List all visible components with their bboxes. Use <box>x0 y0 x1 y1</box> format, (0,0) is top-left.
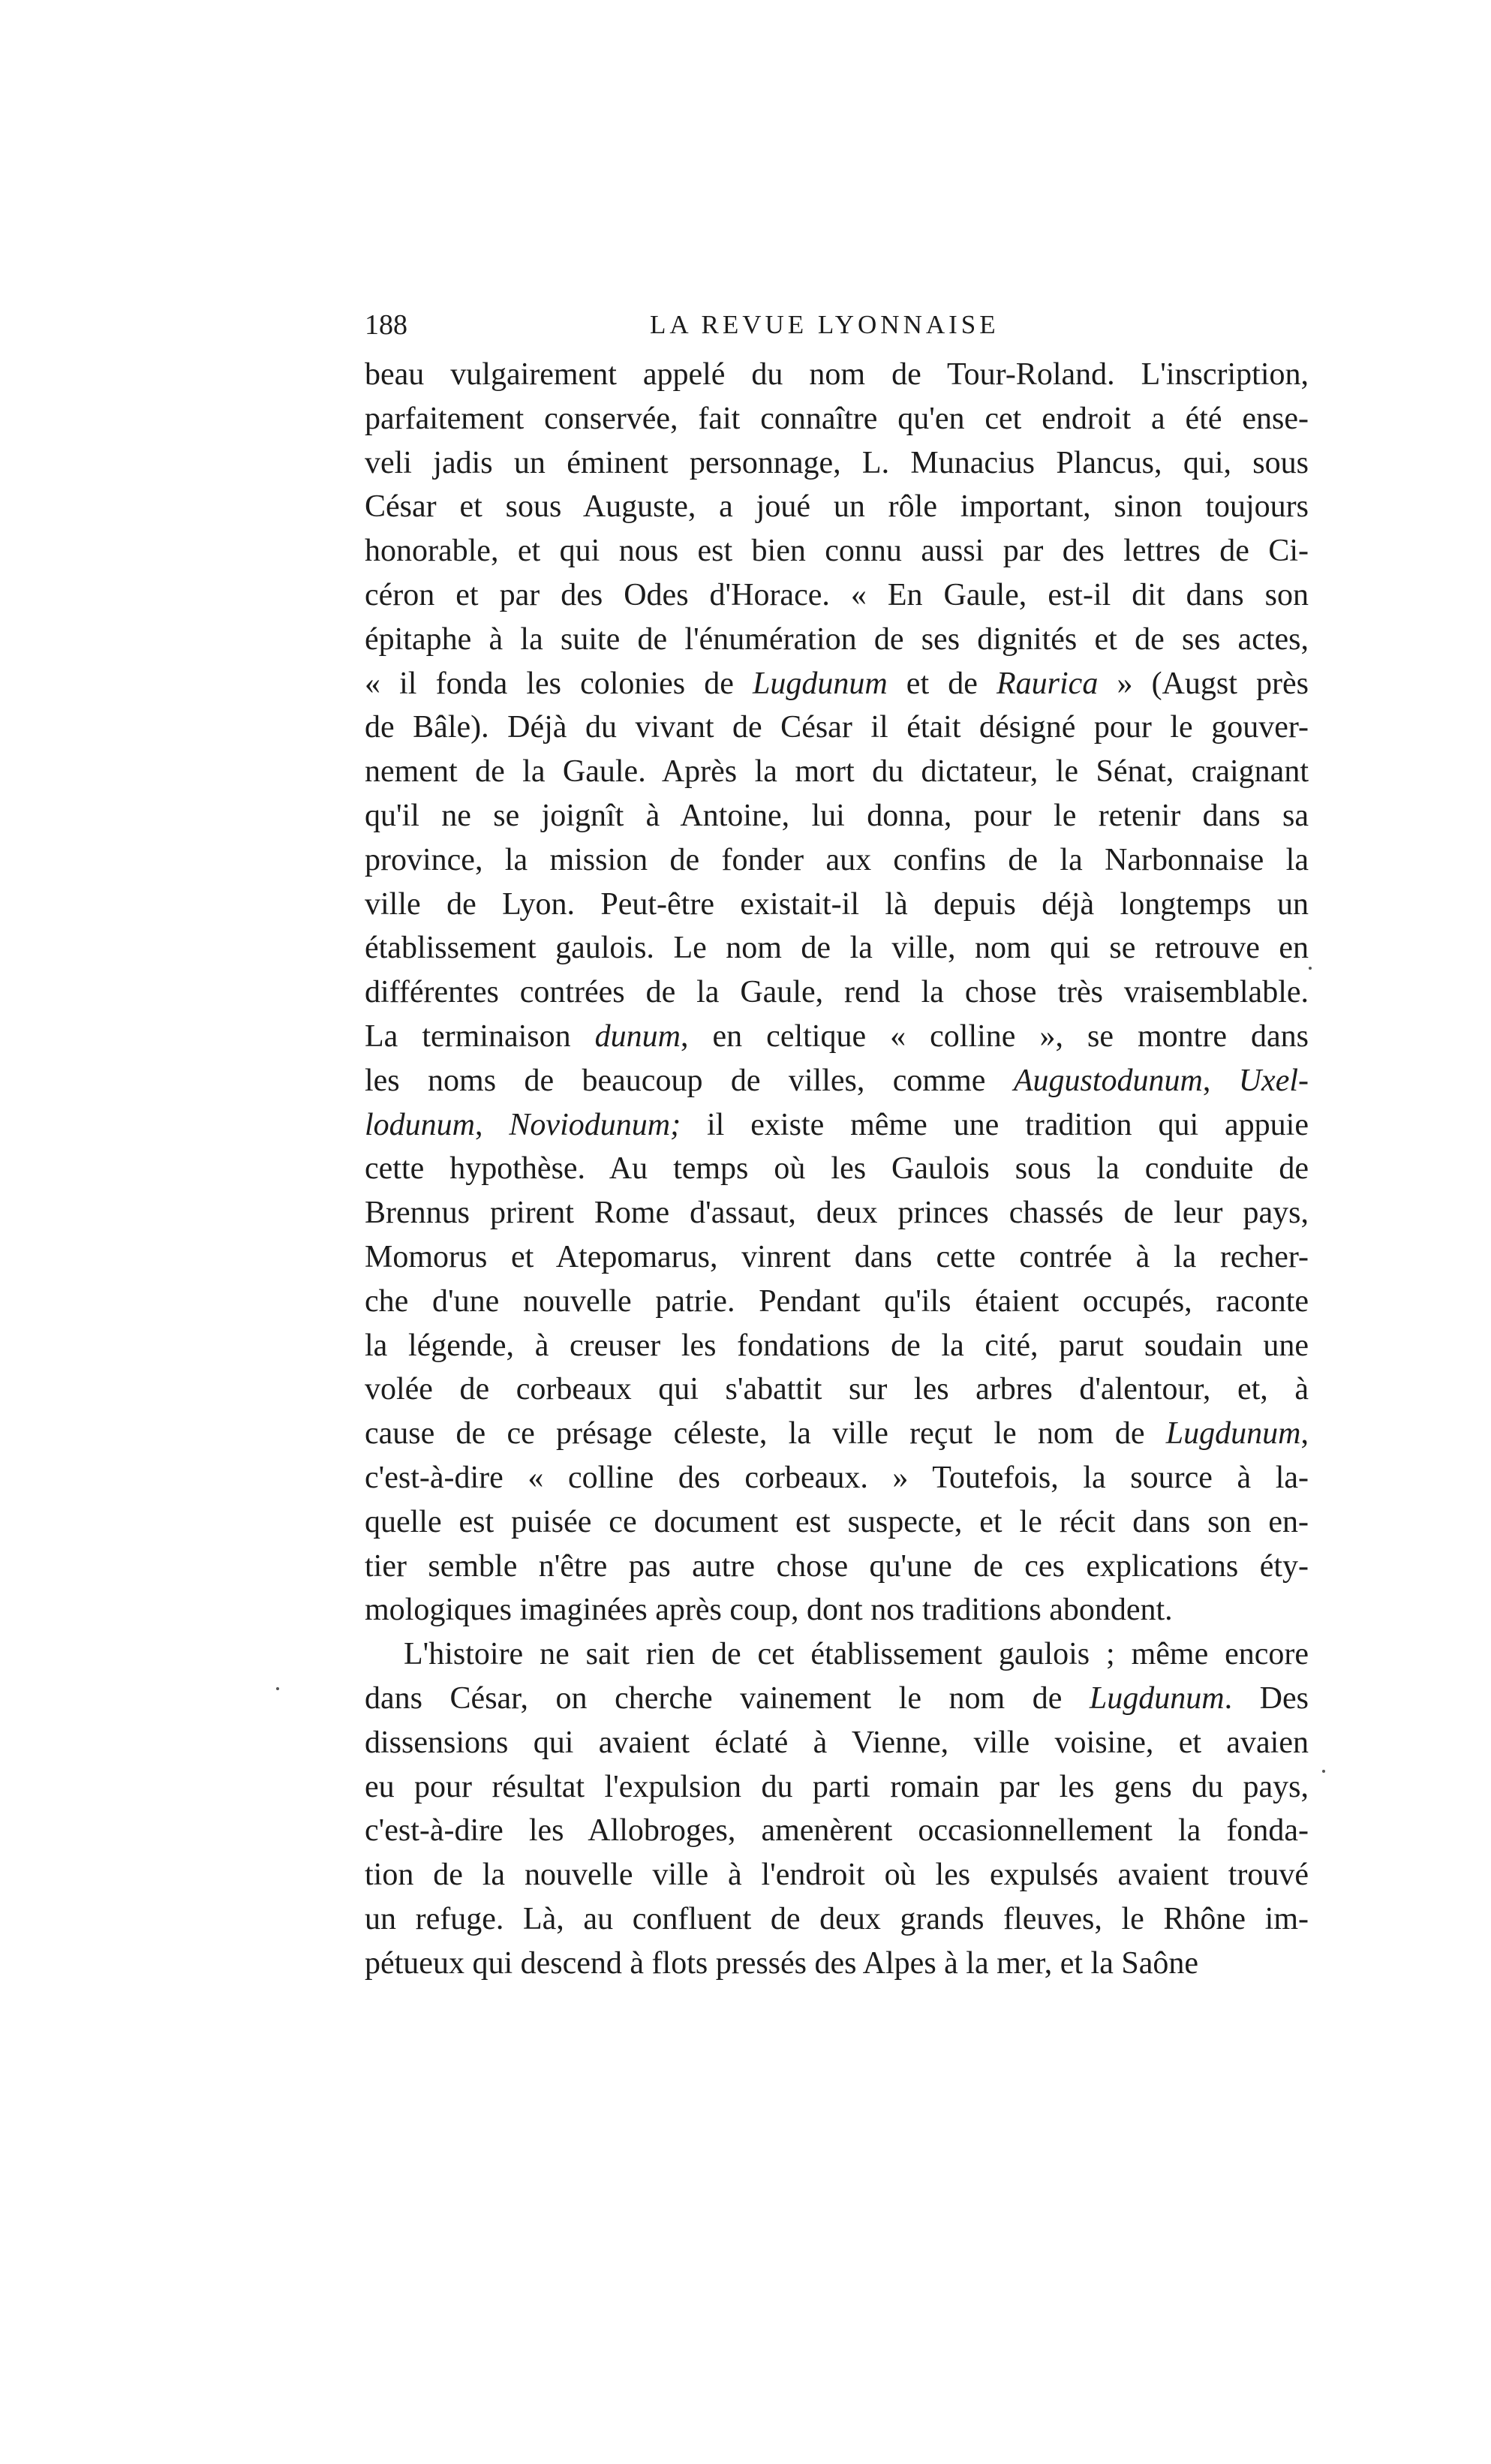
scan-speck <box>1309 967 1312 970</box>
text-line: eu pour résultat l'expulsion du parti romain par les gens du pays, <box>365 1769 1309 1804</box>
text-line: dans César, on cherche vainement le nom de Lugdunum. Des <box>365 1680 1309 1716</box>
italic-term: Uxel- <box>1238 1063 1309 1098</box>
text-line: parfaitement conservée, fait connaître qu'en cet endroit a été ense- <box>365 401 1309 436</box>
text-line: province, la mission de fonder aux confins de la Narbonnaise la <box>365 842 1309 877</box>
text-line: établissement gaulois. Le nom de la ville, nom qui se retrouve en <box>365 931 1309 966</box>
text-line: César et sous Auguste, a joué un rôle important, sinon toujours <box>365 489 1309 525</box>
text-line: céron et par des Odes d'Horace. « En Gaule, est-il dit dans son <box>365 577 1309 612</box>
italic-term: Raurica <box>997 666 1099 701</box>
text-line: che d'une nouvelle patrie. Pendant qu'ils étaient occupés, raconte <box>365 1283 1309 1319</box>
scan-speck <box>1322 1770 1325 1773</box>
text-line: mologiques imaginées après coup, dont nos traditions abondent. <box>365 1593 1173 1628</box>
text-line: La terminaison dunum, en celtique « colline », se montre dans <box>365 1018 1309 1054</box>
text-line: ville de Lyon. Peut-être existait-il là depuis déjà longtemps un <box>365 886 1309 922</box>
italic-term: lodunum <box>365 1107 475 1142</box>
italic-term: Lugdunum <box>752 666 888 701</box>
running-head <box>365 306 1309 344</box>
text-line: L'histoire ne sait rien de cet établissement gaulois ; même encore <box>404 1637 1309 1672</box>
text-line: Brennus prirent Rome d'assaut, deux princes chassés de leur pays, <box>365 1196 1309 1231</box>
text-line: cause de ce présage céleste, la ville reçut le nom de Lugdunum, <box>365 1416 1309 1452</box>
text-line: nement de la Gaule. Après la mort du dictateur, le Sénat, craignant <box>365 754 1309 790</box>
text-line: pétueux qui descend à flots pressés des Alpes à la mer, et la Saône <box>365 1945 1198 1981</box>
text-line: honorable, et qui nous est bien connu aussi par des lettres de Ci- <box>365 534 1309 569</box>
text-line: différentes contrées de la Gaule, rend la chose très vraisemblable. <box>365 975 1309 1010</box>
text-line: tion de la nouvelle ville à l'endroit où les expulsés avaient trouvé <box>365 1858 1309 1893</box>
text-line: épitaphe à la suite de l'énumération de ses dignités et de ses actes, <box>365 621 1309 657</box>
text-line: tier semble n'être pas autre chose qu'une de ces explications éty- <box>365 1548 1309 1584</box>
italic-term: Lugdunum <box>1165 1416 1301 1452</box>
scan-speck <box>276 1687 279 1690</box>
italic-term: Lugdunum <box>1089 1680 1225 1716</box>
text-line: c'est-à-dire « colline des corbeaux. » Toutefois, la source à la- <box>365 1460 1309 1495</box>
text-line: cette hypothèse. Au temps où les Gaulois sous la conduite de <box>365 1151 1309 1187</box>
text-line: veli jadis un éminent personnage, L. Munacius Plancus, qui, sous <box>365 445 1309 480</box>
text-line: Momorus et Atepomarus, vinrent dans cette contrée à la recher- <box>365 1239 1309 1274</box>
italic-term: dunum <box>594 1018 681 1054</box>
text-line: qu'il ne se joignît à Antoine, lui donna, pour le retenir dans sa <box>365 798 1309 833</box>
text-line: les noms de beaucoup de villes, comme Augustodunum, Uxel- <box>365 1063 1309 1098</box>
italic-term: Noviodunum; <box>509 1107 681 1142</box>
text-line: lodunum, Noviodunum; il existe même une tradition qui appuie <box>365 1107 1309 1142</box>
text-line: volée de corbeaux qui s'abattit sur les arbres d'alentour, et, à <box>365 1372 1309 1407</box>
text-line: de Bâle). Déjà du vivant de César il était désigné pour le gouver- <box>365 710 1309 745</box>
page-number: 188 <box>365 309 407 341</box>
text-line: dissensions qui avaient éclaté à Vienne, ville voisine, et avaien <box>365 1725 1309 1760</box>
text-line: quelle est puisée ce document est suspecte, et le récit dans son en- <box>365 1504 1309 1539</box>
text-line: « il fonda les colonies de Lugdunum et de Raurica » (Augst près <box>365 666 1309 701</box>
text-line: un refuge. Là, au confluent de deux grands fleuves, le Rhône im- <box>365 1901 1309 1936</box>
text-line: la légende, à creuser les fondations de la cité, parut soudain une <box>365 1328 1309 1363</box>
italic-term: Augustodunum <box>1013 1063 1203 1098</box>
body-text <box>365 353 1309 1985</box>
journal-title: LA REVUE LYONNAISE <box>650 310 1000 339</box>
text-line: beau vulgairement appelé du nom de Tour-Roland. L'inscription, <box>365 357 1309 392</box>
text-line: c'est-à-dire les Allobroges, amenèrent occasionnellement la fonda- <box>365 1813 1309 1849</box>
